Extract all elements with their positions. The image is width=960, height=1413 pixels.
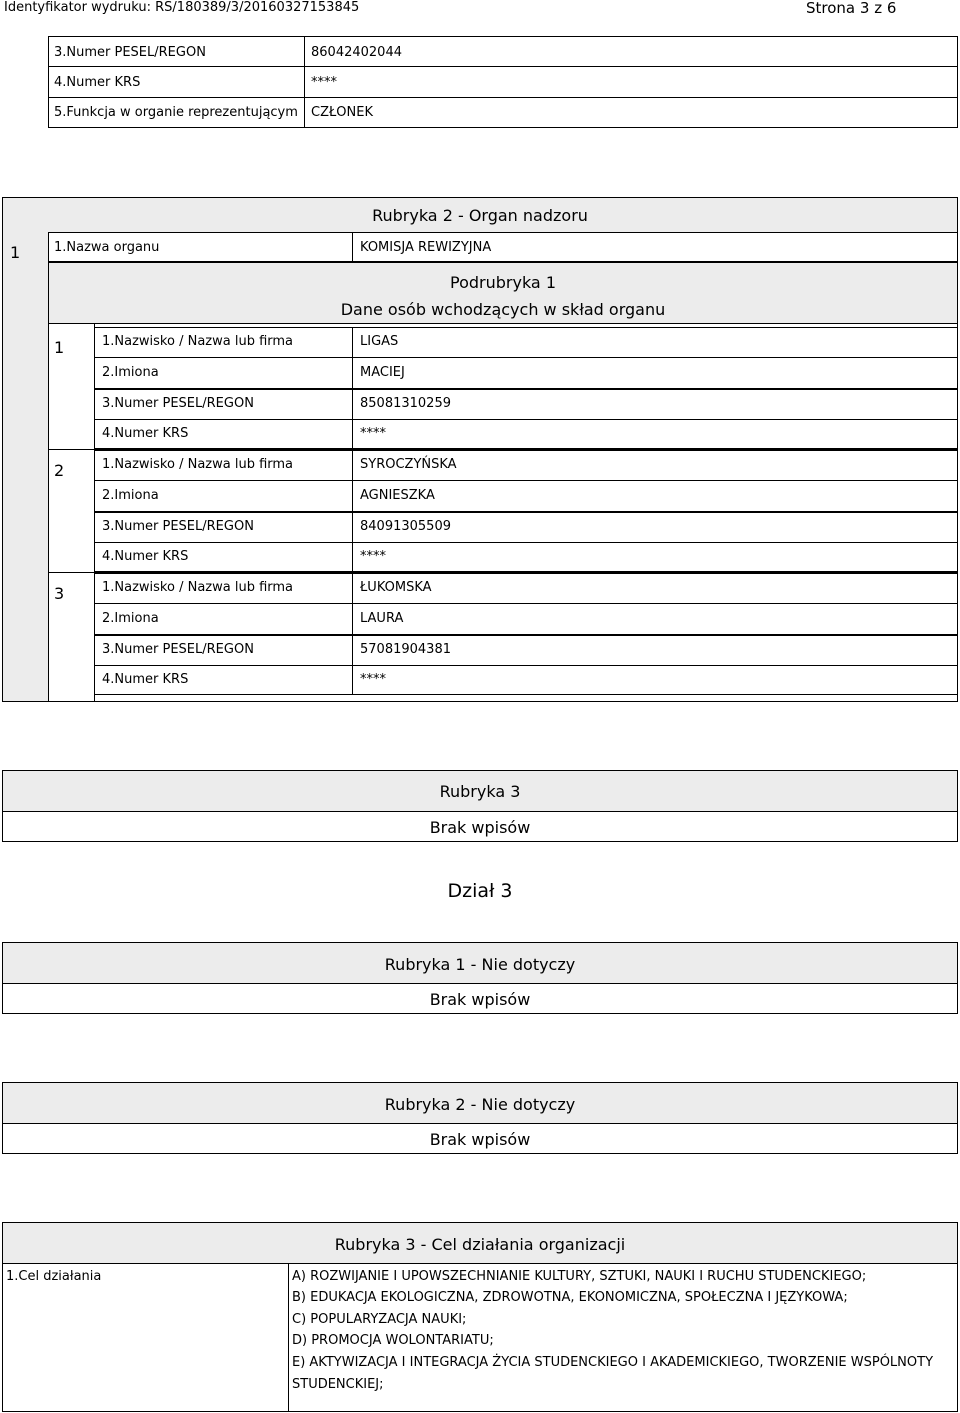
- cel-line: A) ROZWIJANIE I UPOWSZECHNIANIE KULTURY, SZTUKI, NAUKI I RUCHU STUDENCKIEGO;: [292, 1269, 867, 1284]
- person-field-value: MACIEJ: [360, 365, 405, 380]
- person-field-label: 2.Imiona: [102, 488, 159, 503]
- organ-row: [48, 232, 958, 262]
- top-row-value: 86042402044: [311, 45, 402, 60]
- print-identifier: Identyfikator wydruku: RS/180389/3/20160327153845: [4, 0, 360, 15]
- person-field-value: 85081310259: [360, 396, 451, 411]
- top-row-value: CZŁONEK: [311, 105, 373, 120]
- podrubryka-subtitle: Dane osób wchodzących w skład organu: [340, 300, 666, 319]
- person-index: 2: [54, 461, 65, 480]
- person-field-label: 4.Numer KRS: [102, 549, 189, 564]
- person-field-value: ****: [360, 549, 386, 564]
- dzial3-title: Dział 3: [447, 880, 513, 902]
- cel-dzialania-label: 1.Cel działania: [6, 1269, 102, 1284]
- cel-line: B) EDUKACJA EKOLOGICZNA, ZDROWOTNA, EKONOMICZNA, SPOŁECZNA I JĘZYKOWA;: [292, 1290, 848, 1305]
- person-field-label: 3.Numer PESEL/REGON: [102, 396, 254, 411]
- person-field-value: LAURA: [360, 611, 404, 626]
- person-field-value: ****: [360, 426, 386, 441]
- person-field-label: 2.Imiona: [102, 365, 159, 380]
- page-number: Strona 3 z 6: [806, 0, 897, 17]
- rubryka3-title: Rubryka 3: [439, 782, 521, 801]
- person-field-value: 57081904381: [360, 642, 451, 657]
- rubryka3-empty: Brak wpisów: [429, 818, 531, 837]
- person-field-label: 1.Nazwisko / Nazwa lub firma: [102, 334, 294, 349]
- person-field-value: 84091305509: [360, 519, 451, 534]
- rubryka2-index: 1: [10, 243, 21, 262]
- person-field-value: SYROCZYŃSKA: [360, 457, 457, 472]
- top-row-label: 5.Funkcja w organie reprezentującym: [54, 105, 298, 120]
- person-field-value: ****: [360, 672, 386, 687]
- cel-line: E) AKTYWIZACJA I INTEGRACJA ŻYCIA STUDENCKIEGO I AKADEMICKIEGO, TWORZENIE WSPÓLNOTY: [292, 1355, 934, 1370]
- person-field-label: 3.Numer PESEL/REGON: [102, 642, 254, 657]
- person-field-label: 2.Imiona: [102, 611, 159, 626]
- top-row-label: 4.Numer KRS: [54, 75, 141, 90]
- person-field-value: ŁUKOMSKA: [360, 580, 432, 595]
- d3-rubryka1-title: Rubryka 1 - Nie dotyczy: [384, 955, 576, 974]
- person-field-label: 1.Nazwisko / Nazwa lub firma: [102, 580, 294, 595]
- d3-rubryka2-empty: Brak wpisów: [429, 1130, 531, 1149]
- top-row-value: ****: [311, 75, 337, 90]
- cel-line: D) PROMOCJA WOLONTARIATU;: [292, 1333, 494, 1348]
- podrubryka-title: Podrubryka 1: [450, 273, 556, 292]
- d3-rubryka1-empty: Brak wpisów: [429, 990, 531, 1009]
- person-field-label: 1.Nazwisko / Nazwa lub firma: [102, 457, 294, 472]
- d3-rubryka2-title: Rubryka 2 - Nie dotyczy: [384, 1095, 576, 1114]
- top-row-label: 3.Numer PESEL/REGON: [54, 45, 206, 60]
- organ-value: KOMISJA REWIZYJNA: [360, 240, 492, 255]
- d3-rubryka3-title: Rubryka 3 - Cel działania organizacji: [334, 1235, 626, 1254]
- person-index: 3: [54, 584, 65, 603]
- person-field-label: 3.Numer PESEL/REGON: [102, 519, 254, 534]
- person-field-label: 4.Numer KRS: [102, 672, 189, 687]
- organ-label: 1.Nazwa organu: [54, 240, 160, 255]
- person-field-value: AGNIESZKA: [360, 488, 435, 503]
- person-index: 1: [54, 338, 65, 357]
- cel-line: C) POPULARYZACJA NAUKI;: [292, 1312, 467, 1327]
- rubryka2-title: Rubryka 2 - Organ nadzoru: [372, 206, 588, 225]
- person-field-value: LIGAS: [360, 334, 399, 349]
- cel-line: STUDENCKIEJ;: [292, 1377, 384, 1392]
- person-field-label: 4.Numer KRS: [102, 426, 189, 441]
